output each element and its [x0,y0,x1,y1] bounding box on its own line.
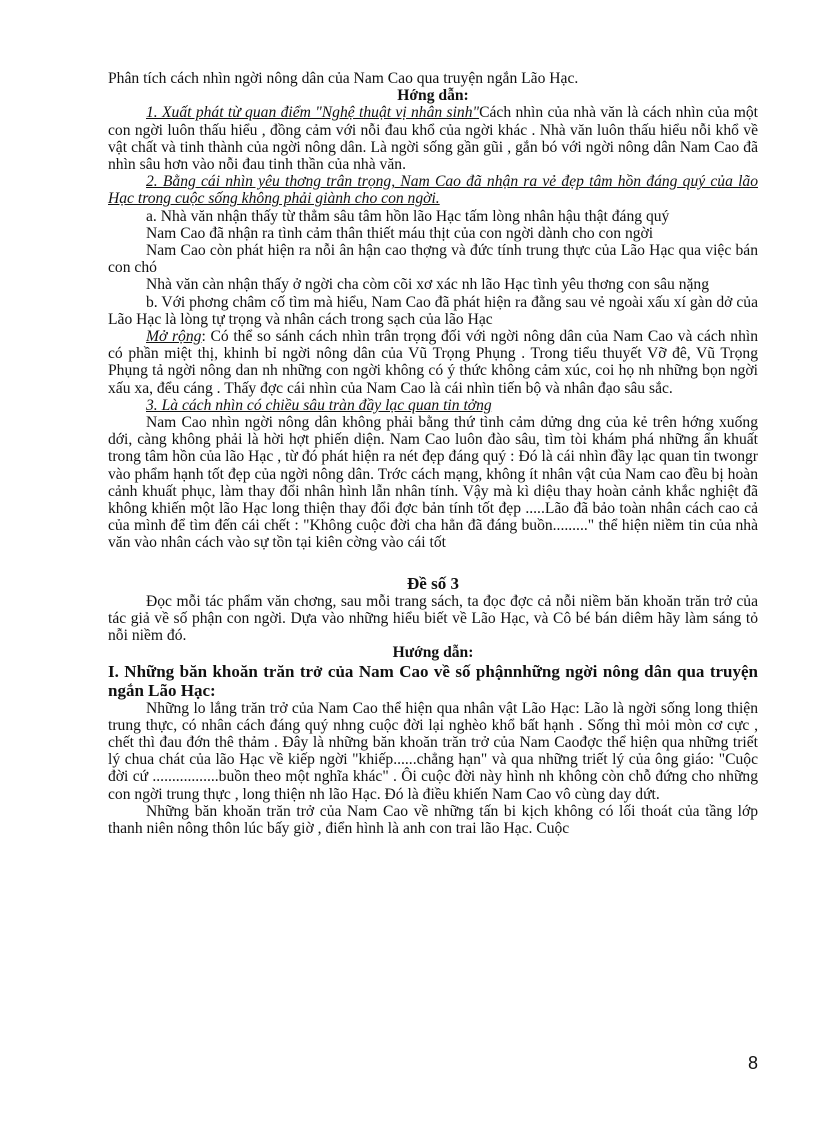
document-title: Phân tích cách nhìn ngời nông dân của Nam Cao qua truyện ngắn Lão Hạc. [108,70,579,87]
point-2a-item-2: Nam Cao còn phát hiện ra nỗi ân hận cao thợng và đức tính trung thực của Lão Hạc qua việc bán con chó [108,242,758,277]
point-2a: a. Nhà văn nhận thấy từ thẳm sâu tâm hồn lão Hạc tấm lòng nhân hậu thật đáng quý [146,207,670,225]
point-1-text: Cách nhìn của nhà văn là cách nhìn của một con ngời luôn thấu hiểu , đồng cảm với nỗi đau khổ của ngời khác . Nhà văn luôn thấu hiểu nỗi khổ về vật chất và tinh thành của ngời nông dân. Là ngời sống gần gũi , gắn bó với ngời nông dân Nam Cao đã nhìn sâu hơn vào nỗi đau tinh thần của nhà văn. [108,104,758,174]
point-2a-item-3: Nhà văn càn nhận thấy ở ngời cha còm cõi xơ xác nh lão Hạc tình yêu thơng con sâu nặng [146,276,710,294]
section-gap [108,552,758,574]
extension-lead: Mở rộng [146,328,202,346]
section-1-paragraph-1: Những lo lắng trăn trở của Nam Cao thể hiện qua nhân vật Lão Hạc: Lão là ngời sống long thiện trung thực, có nhân cách đáng quý nhng cuộc đời lại nghèo khổ bất hạnh . Sống thì mỏi mòn cơ cực , chết thì đau đớn thê thảm . Đây là những băn khoăn trăn trở của Nam Caođợc thể hiện qua những triết lý chua chát của lão Hạc về kiếp ngời "khiếp......chẳng hạn" và qua những triết lý của ông giáo: "Cuộc đời cứ .................buồn theo một nghĩa khác" . Ôi cuộc đời này hình nh không còn chỗ đứng cho những con ngời trung thực , long thiện nh lão Hạc. Đó là điều khiến Nam Cao vô cùng day dứt. [108,699,758,803]
section-1-heading: I. Những băn khoăn trăn trở của Nam Cao về số phậnnhững ngời nông dân qua truyện ngắn Lão Hạc: [108,661,758,700]
point-2a-item-1: Nam Cao đã nhận ra tình cảm thân thiết máu thịt của con ngời dành cho con ngời [146,224,654,242]
point-2b: b. Với phơng châm cố tìm mà hiểu, Nam Cao đã phát hiện ra đằng sau vẻ ngoài xấu xí gàn dở của Lão Hạc là lòng tự trọng và nhân cách trong sạch của lão Hạc [108,293,758,328]
point-3-text: Nam Cao nhìn ngời nông dân không phải bằng thứ tình cảm dửng dng của kẻ trên hớng xuống dới, càng không phải là hời hợt phiến diện. Nam Cao luôn đào sâu, tìm tòi khám phá những ẩn khuất trong tâm hồn của lão Hạc , từ đó phát hiện ra nét đẹp đáng quý : Đó là cái nhìn đầy lạc quan tin twongr vào phẩm hạnh tốt đẹp của ngời nông dân. Trớc cách mạng, không ít nhân vật của Nam cao đều bị hoàn cảnh khuất phục, làm thay đổi nhân hình lẫn nhân tính. Vậy mà kì diệu thay hoàn cảnh khắc nghiệt đã không khiến một lão Hạc long thiện thay đổi đợc bản tính tốt đẹp .....Lão đã bảo toàn nhân cách cao cả của mình để tìm đến cái chết : "Không cuộc đời cha hẳn đã đáng buồn........." thể hiện niềm tin của nhà văn vào nhân cách vào sự tồn tại kiên cờng vào cái tốt [108,414,758,552]
answer-guide-heading: Hướng dẫn: [392,644,474,662]
extension-text: : Có thể so sánh cách nhìn trân trọng đối với ngời nông dân của Nam Cao và cách nhìn có phần miệt thị, khinh bỉ ngời nông dân của Vũ Trọng Phụng . Trong tiểu thuyết Vỡ đê, Vũ Trọng Phụng tả ngời nông dan nh những con ngời không có ý thức không cảm xúc, coi họ nh những bọn ngời xấu xa, đểu cáng . Thấy đợc cái nhìn của Nam Cao là cái nhìn tiến bộ và nhân đạo sâu sắc. [108,328,758,397]
extension-paragraph [108,328,758,397]
point-3: 3. Là cách nhìn có chiều sâu tràn đầy lạc quan tin tởng [146,396,492,414]
exam-question: Đọc mỗi tác phẩm văn chơng, sau mỗi trang sách, ta đọc đợc cả nỗi niềm băn khoăn trăn trở của tác giả về số phận con ngời. Dựa vào những hiểu biết về Lão Hạc, và Cô bé bán diêm hãy làm sáng tỏ nỗi niềm đó. [108,592,758,645]
point-1-lead: 1. Xuất phát từ quan điểm "Nghệ thuật vị nhân sinh" [146,104,480,122]
point-1 [108,104,758,173]
point-2: 2. Bằng cái nhìn yêu thơng trân trọng, Nam Cao đã nhận ra vẻ đẹp tâm hồn đáng quý của lão Hạc trong cuộc sống không phải giành cho con ngời. [108,173,758,208]
page-number: 8 [747,1053,758,1073]
exam-title: Đề số 3 [407,573,459,593]
guide-heading: Hớng dẫn: [397,87,469,105]
section-1-paragraph-2: Những băn khoăn trăn trở của Nam Cao về những tấn bi kịch không có lối thoát của tầng lớp thanh niên nông thôn lúc bấy giờ , điển hình là anh con trai lão Hạc. Cuộc [108,802,758,837]
